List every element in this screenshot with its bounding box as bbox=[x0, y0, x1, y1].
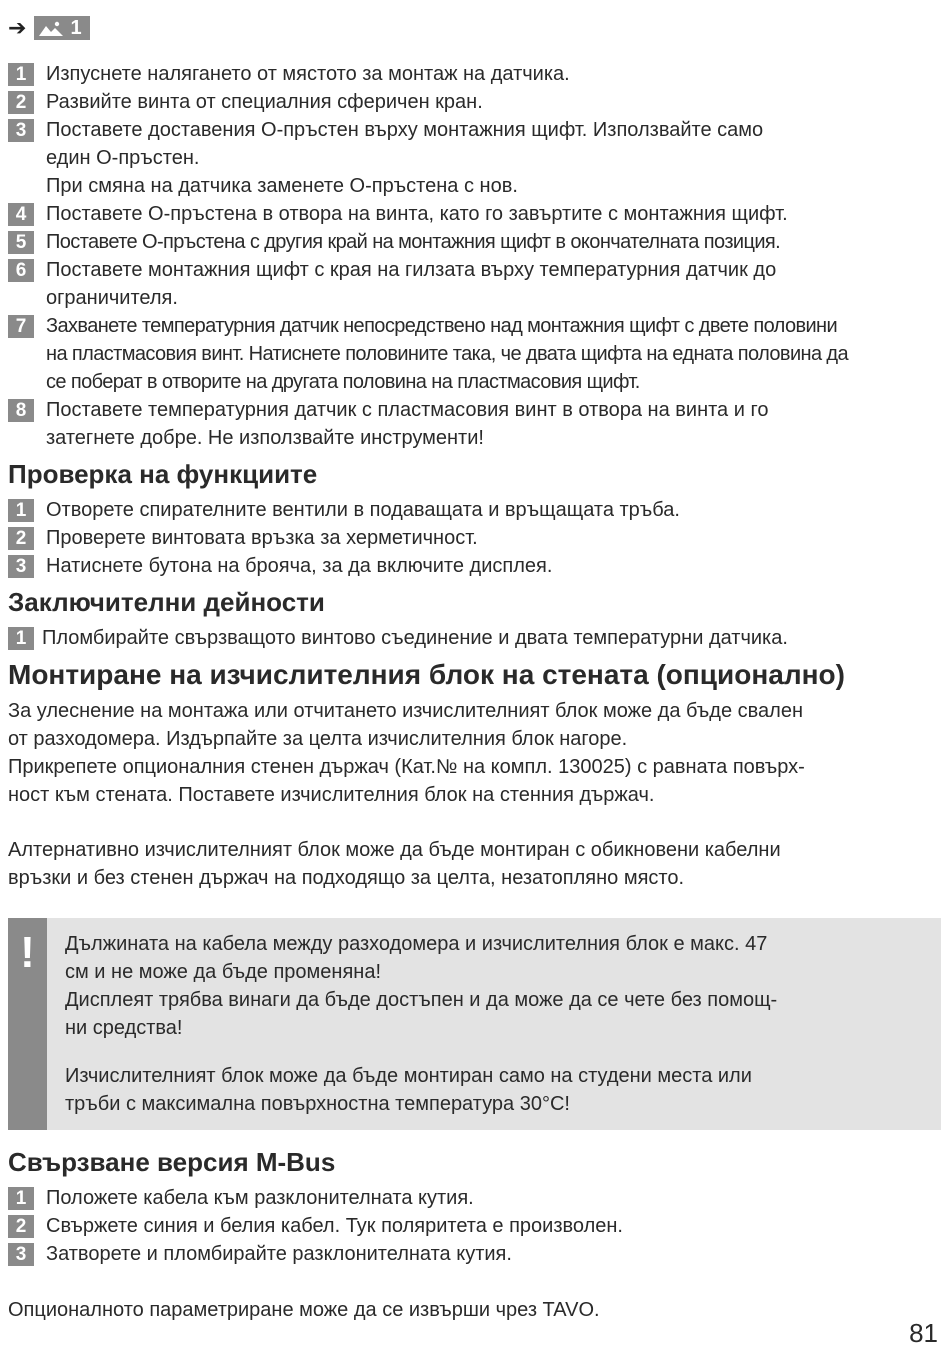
notice-line: Изчислителният блок може да бъде монтиран само на студени места или bbox=[65, 1065, 752, 1087]
check-step bbox=[8, 496, 942, 524]
step-number: 7 bbox=[8, 315, 34, 338]
step-number: 1 bbox=[8, 63, 34, 86]
install-step bbox=[8, 88, 942, 116]
check-step bbox=[8, 552, 942, 580]
mbus-step bbox=[8, 1240, 942, 1268]
step-number: 3 bbox=[8, 119, 34, 142]
install-step bbox=[8, 116, 942, 200]
step-text: Поставете О-пръстена в отвора на винта, като го завъртите с монтажния щифт. bbox=[46, 203, 788, 225]
paragraph-line: от разходомера. Издърпайте за целта изчислителния блок нагоре. bbox=[8, 728, 628, 750]
step-text: Проверете винтовата връзка за херметичност. bbox=[46, 527, 478, 549]
step-text: Натиснете бутона на брояча, за да включите дисплея. bbox=[46, 555, 553, 577]
step-number: 1 bbox=[8, 499, 34, 522]
mbus-step bbox=[8, 1212, 942, 1240]
install-step bbox=[8, 256, 942, 312]
step-number: 6 bbox=[8, 259, 34, 282]
install-step bbox=[8, 312, 942, 396]
wall-mount-alternative-paragraph bbox=[8, 836, 938, 892]
section-heading-wall-mount: Монтиране на изчислителния блок на стената (опционално) bbox=[8, 659, 845, 690]
step-text: се поберат в отворите на другата половина на пластмасовия щифт. bbox=[46, 371, 640, 393]
install-step bbox=[8, 228, 942, 256]
install-step bbox=[8, 396, 942, 452]
figure-reference bbox=[8, 14, 90, 42]
step-text: Положете кабела към разклонителната кутия. bbox=[46, 1187, 474, 1209]
step-number: 4 bbox=[8, 203, 34, 226]
section-heading-final-work: Заключителни дейности bbox=[8, 587, 325, 617]
install-step bbox=[8, 200, 942, 228]
section-heading-mbus: Свързване версия M-Bus bbox=[8, 1147, 336, 1177]
notice-line: тръби с максимална повърхностна температура 30°C! bbox=[65, 1093, 570, 1115]
figure-badge bbox=[34, 16, 89, 40]
mbus-footer-text: Опционалното параметриране може да се извърши чрез TAVO. bbox=[8, 1299, 600, 1321]
step-text: Поставете О-пръстена с другия край на монтажния щифт в окончателната позиция. bbox=[46, 231, 781, 253]
arrow-icon: ➔ bbox=[8, 15, 27, 40]
paragraph-line: За улеснение на монтажа или отчитането изчислителният блок може да бъде свален bbox=[8, 700, 803, 722]
step-text: Поставете температурния датчик с пластмасовия винт в отвора на винта и го bbox=[46, 399, 769, 421]
paragraph-line: връзки и без стенен държач на подходящо за целта, незатопляно място. bbox=[8, 867, 685, 889]
figure-number: 1 bbox=[70, 16, 82, 39]
step-text: един О-пръстен. bbox=[46, 147, 200, 169]
step-number: 1 bbox=[8, 1187, 34, 1210]
page-number: 81 bbox=[909, 1318, 938, 1348]
wall-mount-paragraph bbox=[8, 697, 938, 809]
step-text: Развийте винта от специалния сферичен кран. bbox=[46, 91, 483, 113]
step-text: Изпуснете налягането от мястото за монтаж на датчика. bbox=[46, 63, 570, 85]
step-text: затегнете добре. Не използвайте инструменти! bbox=[46, 427, 484, 449]
step-text: Затворете и пломбирайте разклонителната кутия. bbox=[46, 1243, 512, 1265]
step-number: 3 bbox=[8, 1243, 34, 1266]
notice-line: Дължината на кабела между разходомера и изчислителния блок е макс. 47 bbox=[65, 933, 768, 955]
check-step bbox=[8, 524, 942, 552]
step-text: Пломбирайте свързващото винтово съединение и двата температурни датчика. bbox=[42, 627, 788, 649]
paragraph-line: ност към стената. Поставете изчислителния блок на стенния държач. bbox=[8, 784, 655, 806]
step-number: 3 bbox=[8, 555, 34, 578]
step-text: Поставете монтажния щифт с края на гилзата върху температурния датчик до bbox=[46, 259, 777, 281]
paragraph-line: Алтернативно изчислителният блок може да бъде монтиран с обикновени кабелни bbox=[8, 839, 781, 861]
step-number: 1 bbox=[8, 627, 34, 650]
notice-line: Дисплеят трябва винаги да бъде достъпен и да може да се чете без помощ- bbox=[65, 989, 778, 1011]
step-number: 8 bbox=[8, 399, 34, 422]
step-number: 2 bbox=[8, 527, 34, 550]
step-text: на пластмасовия винт. Натиснете половините така, че двата щифта на едната половина да bbox=[46, 343, 849, 365]
notice-line: см и не може да бъде променяна! bbox=[65, 961, 382, 983]
step-text: Отворете спирателните вентили в подаващата и връщащата тръба. bbox=[46, 499, 680, 521]
paragraph-line: Прикрепете опционалния стенен държач (Кат.№ на компл. 130025) с равната повърх- bbox=[8, 756, 805, 778]
section-heading-function-check: Проверка на функциите bbox=[8, 459, 318, 489]
image-icon bbox=[38, 19, 64, 37]
step-text: При смяна на датчика заменете О-пръстена с нов. bbox=[46, 175, 518, 197]
install-step bbox=[8, 60, 942, 88]
step-text: Поставете доставения О-пръстен върху монтажния щифт. Използвайте само bbox=[46, 119, 764, 141]
step-number: 2 bbox=[8, 1215, 34, 1238]
warning-notice bbox=[8, 918, 941, 1130]
notice-line: ни средства! bbox=[65, 1017, 183, 1039]
step-number: 5 bbox=[8, 231, 34, 254]
step-text: Захванете температурния датчик непосредствено над монтажния щифт с двете половини bbox=[46, 315, 838, 337]
final-step bbox=[8, 624, 942, 652]
mbus-step bbox=[8, 1184, 942, 1212]
notice-text bbox=[65, 930, 925, 1118]
exclamation-icon: ! bbox=[8, 918, 47, 1130]
step-text: ограничителя. bbox=[46, 287, 178, 309]
step-number: 2 bbox=[8, 91, 34, 114]
step-text: Свържете синия и белия кабел. Тук поляритета е произволен. bbox=[46, 1215, 623, 1237]
